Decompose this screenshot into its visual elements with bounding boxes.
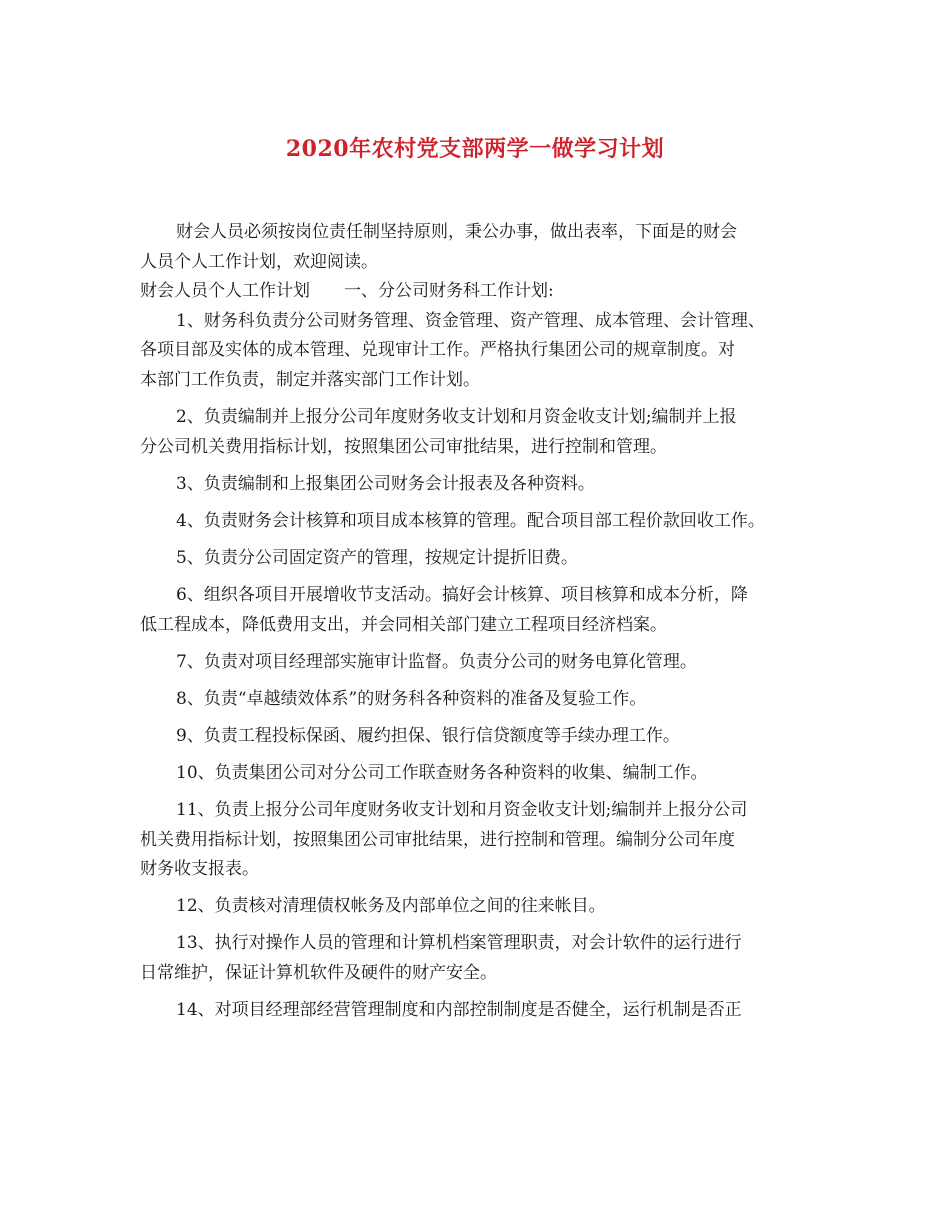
paragraph: [140, 307, 820, 396]
paragraph-line: 10、负责集团公司对分公司工作联查财务各种资料的收集、编制工作。: [176, 763, 708, 783]
paragraph: [140, 470, 820, 500]
paragraph: [140, 685, 820, 715]
paragraph-line: 5、负责分公司固定资产的管理，按规定计提折旧费。: [176, 547, 578, 568]
paragraph: [140, 929, 820, 988]
paragraph: [140, 581, 820, 640]
paragraph: [140, 722, 820, 752]
paragraph-line: 1、财务科负责分公司财务管理、资金管理、资产管理、成本管理、会计管理、: [176, 310, 765, 331]
paragraph: [140, 403, 820, 462]
paragraph: [140, 796, 820, 885]
paragraph-line: 财务收支报表。: [140, 859, 259, 880]
paragraph-line: 本部门工作负责，制定并落实部门工作计划。: [140, 369, 480, 390]
paragraph-line: 各项目部及实体的成本管理、兑现审计工作。严格执行集团公司的规章制度。对: [140, 340, 735, 361]
paragraph: [140, 996, 820, 1026]
paragraph: [140, 218, 820, 277]
paragraph-line: 6、组织各项目开展增收节支活动。搞好会计核算、项目核算和成本分析，降: [176, 585, 748, 606]
paragraph: [140, 277, 820, 307]
paragraph-line: 7、负责对项目经理部实施审计监督。负责分公司的财务电算化管理。: [176, 651, 697, 672]
paragraph-line: 日常维护，保证计算机软件及硬件的财产安全。: [140, 963, 497, 984]
paragraph: [140, 892, 820, 922]
paragraph: [140, 759, 820, 789]
paragraph-line: 分公司机关费用指标计划，按照集团公司审批结果，进行控制和管理。: [140, 436, 667, 457]
paragraph-line: 财会人员个人工作计划 一、分公司财务科工作计划:: [140, 281, 554, 302]
paragraph-line: 3、负责编制和上报集团公司财务会计报表及各种资料。: [176, 473, 595, 494]
document-title: 2020年农村党支部两学一做学习计划: [285, 136, 665, 162]
paragraph-line: 低工程成本，降低费用支出，并会同相关部门建立工程项目经济档案。: [140, 614, 667, 635]
paragraph: [140, 544, 820, 574]
paragraph-line: 财会人员必须按岗位责任制坚持原则，秉公办事，做出表率，下面是的财会: [176, 222, 737, 242]
paragraph-line: 11、负责上报分公司年度财务收支计划和月资金收支计划;编制并上报分公司: [176, 800, 748, 821]
document-body: [140, 218, 820, 1026]
paragraph-line: 9、负责工程投标保函、履约担保、银行信贷额度等手续办理工作。: [176, 725, 680, 746]
paragraph-line: 13、执行对操作人员的管理和计算机档案管理职责，对会计软件的运行进行: [176, 933, 742, 954]
paragraph-line: 12、负责核对清理债权帐务及内部单位之间的往来帐目。: [176, 896, 606, 917]
paragraph-line: 2、负责编制并上报分公司年度财务收支计划和月资金收支计划;编制并上报: [176, 407, 737, 428]
paragraph-line: 人员个人工作计划，欢迎阅读。: [140, 251, 378, 272]
paragraph-line: 4、负责财务会计核算和项目成本核算的管理。配合项目部工程价款回收工作。: [176, 510, 765, 531]
paragraph-line: 14、对项目经理部经营管理制度和内部控制制度是否健全，运行机制是否正: [176, 1000, 742, 1021]
paragraph-line: 8、负责“卓越绩效体系”的财务科各种资料的准备及复验工作。: [176, 688, 647, 709]
paragraph: [140, 507, 820, 537]
paragraph-line: 机关费用指标计划，按照集团公司审批结果，进行控制和管理。编制分公司年度: [140, 829, 735, 850]
paragraph: [140, 648, 820, 678]
